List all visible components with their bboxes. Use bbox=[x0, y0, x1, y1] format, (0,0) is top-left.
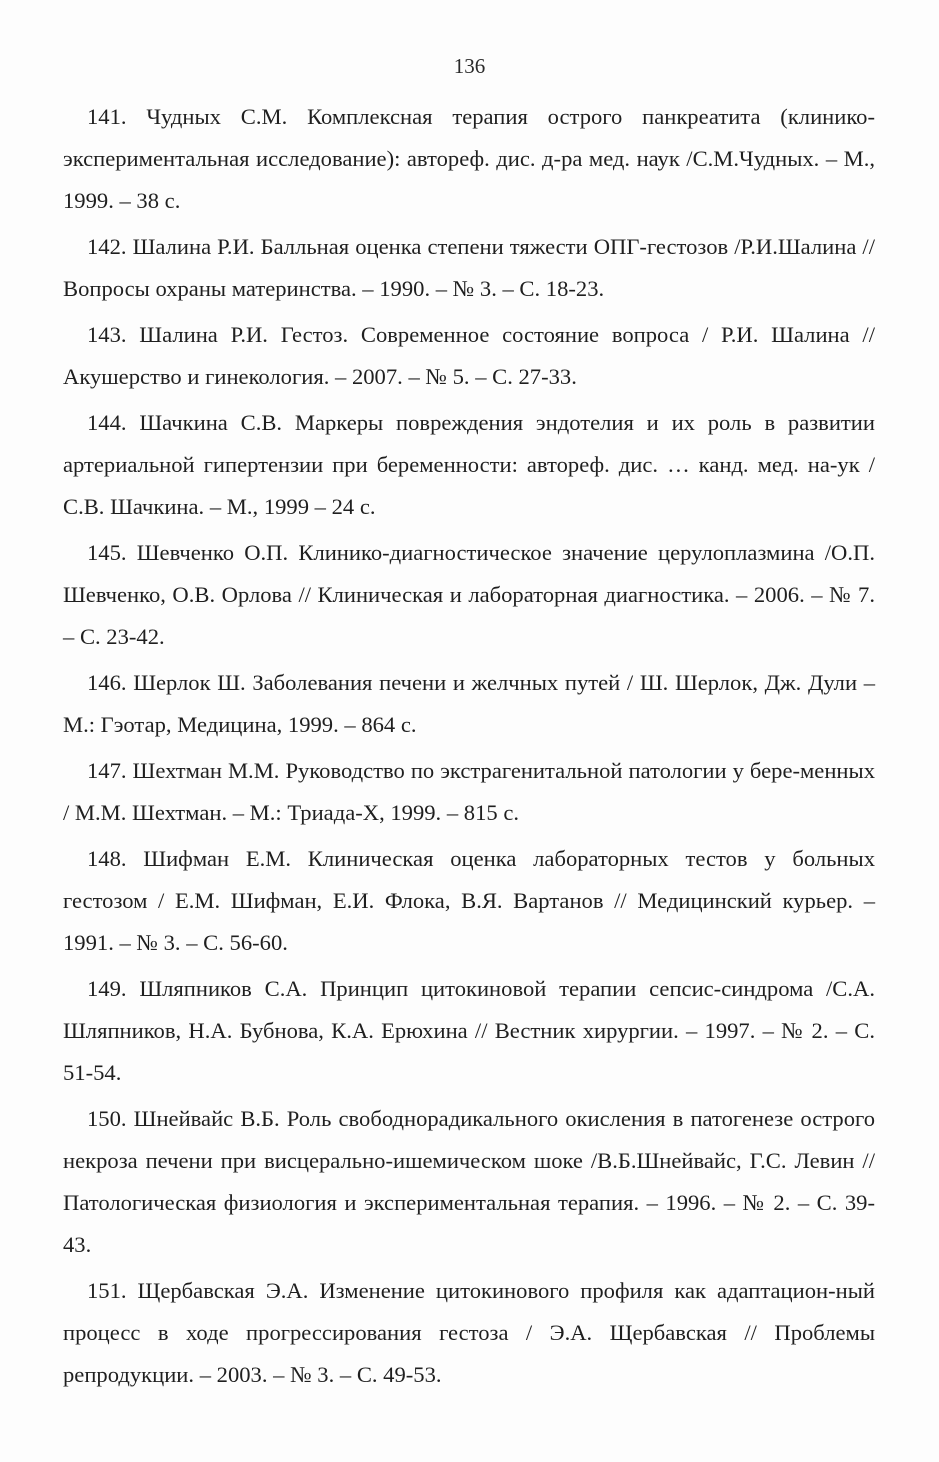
reference-item-145: 145. Шевченко О.П. Клинико-диагностическое значение церулоплазмина /О.П. Шевченко, О.В. Орлова // Клиническая и лабораторная диагностика. – 2006. – № 7. – С. 23-42. bbox=[63, 540, 875, 649]
page-number: 136 bbox=[453, 54, 486, 78]
reference-item-141: 141. Чудных С.М. Комплексная терапия острого панкреатита (клинико-экспериментальная исследование): автореф. дис. д-ра мед. наук /С.М.Чудных. – М., 1999. – 38 с. bbox=[63, 104, 875, 213]
reference-list bbox=[63, 96, 875, 1400]
reference-item-151: 151. Щербавская Э.А. Изменение цитокинового профиля как адаптацион-ный процесс в ходе прогрессирования гестоза / Э.А. Щербавская // Проблемы репродукции. – 2003. – № 3. – С. 49-53. bbox=[63, 1278, 875, 1387]
reference-item-143: 143. Шалина Р.И. Гестоз. Современное состояние вопроса / Р.И. Шалина // Акушерство и гинекология. – 2007. – № 5. – С. 27-33. bbox=[63, 322, 875, 389]
reference-item-149: 149. Шляпников С.А. Принцип цитокиновой терапии сепсис-синдрома /С.А. Шляпников, Н.А. Бубнова, К.А. Ерюхина // Вестник хирургии. – 1997. – № 2. – С. 51-54. bbox=[63, 976, 875, 1085]
reference-item-146: 146. Шерлок Ш. Заболевания печени и желчных путей / Ш. Шерлок, Дж. Дули – М.: Гэотар, Медицина, 1999. – 864 с. bbox=[63, 670, 875, 737]
reference-item-142: 142. Шалина Р.И. Балльная оценка степени тяжести ОПГ-гестозов /Р.И.Шалина // Вопросы охраны материнства. – 1990. – № 3. – С. 18-23. bbox=[63, 234, 875, 301]
reference-item-148: 148. Шифман Е.М. Клиническая оценка лабораторных тестов у больных гестозом / Е.М. Шифман, Е.И. Флока, В.Я. Вартанов // Медицинский курьер. – 1991. – № 3. – С. 56-60. bbox=[63, 846, 875, 955]
reference-item-144: 144. Шачкина С.В. Маркеры повреждения эндотелия и их роль в развитии артериальной гипертензии при беременности: автореф. дис. … канд. мед. на-ук / С.В. Шачкина. – М., 1999 – 24 с. bbox=[63, 410, 875, 519]
reference-item-150: 150. Шнейвайс В.Б. Роль свободнорадикального окисления в патогенезе острого некроза печени при висцерально-ишемическом шоке /В.Б.Шнейвайс, Г.С. Левин // Патологическая физиология и экспериментальная терапия. – 1996. – № 2. – С. 39-43. bbox=[63, 1106, 875, 1257]
reference-item-147: 147. Шехтман М.М. Руководство по экстрагенитальной патологии у бере-менных / М.М. Шехтман. – М.: Триада-Х, 1999. – 815 с. bbox=[63, 758, 875, 825]
